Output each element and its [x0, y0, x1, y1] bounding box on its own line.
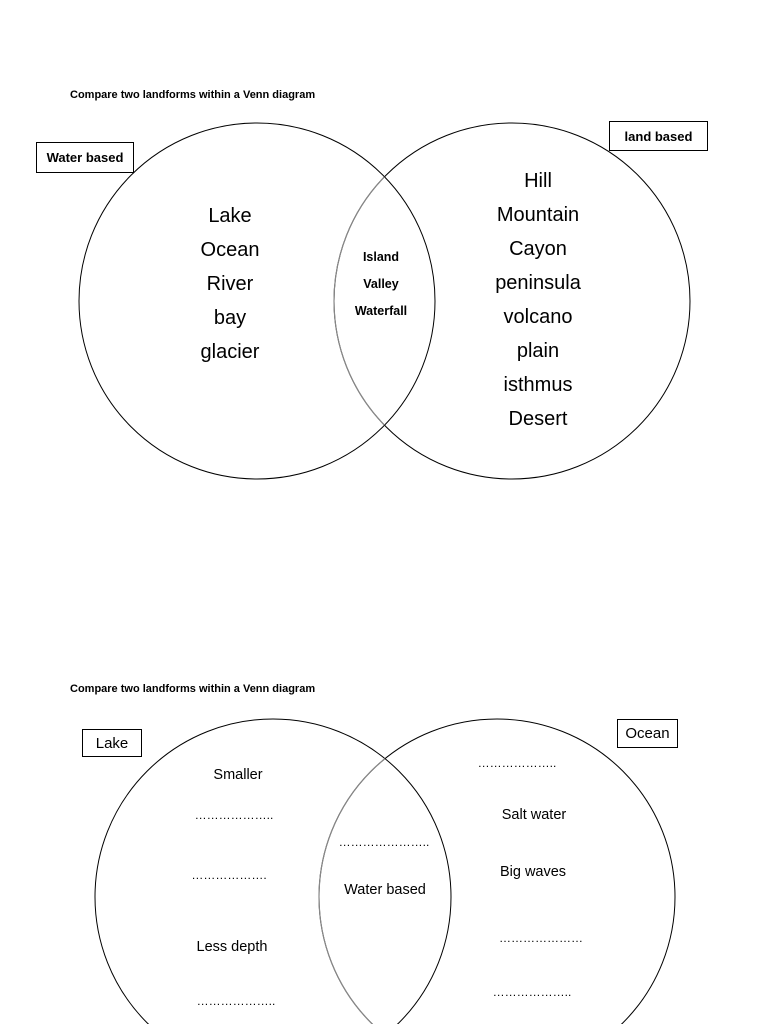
lake-item-less-depth: Less depth: [196, 939, 268, 955]
lake-blank-3: ………………..: [196, 994, 276, 1008]
lake-blank-1: ………………..: [194, 808, 274, 822]
list-item: Valley: [363, 277, 399, 291]
lake-blank-2: ……………….: [191, 868, 267, 882]
ocean-item-salt-water: Salt water: [501, 807, 567, 823]
diagram2-title: Compare two landforms within a Venn diagram: [70, 683, 316, 695]
diagram1-title: Compare two landforms within a Venn diagram: [70, 89, 316, 101]
list-item: River: [206, 273, 254, 295]
left-label-box: Water based: [36, 142, 134, 173]
left-circle-lake: [95, 719, 451, 1024]
lake-item-smaller: Smaller: [213, 767, 263, 783]
list-item: Lake: [208, 205, 252, 227]
left-items-list: [170, 199, 290, 369]
list-item: bay: [213, 307, 247, 329]
ocean-blank-1: ………………..: [477, 756, 557, 770]
lake-label-box: Lake: [82, 729, 142, 757]
list-item: volcano: [503, 306, 573, 328]
list-item: peninsula: [495, 272, 581, 294]
list-item: Hill: [524, 170, 552, 192]
list-item: Waterfall: [354, 304, 408, 318]
list-item: Ocean: [200, 239, 260, 261]
list-item: glacier: [200, 341, 260, 363]
list-item: Island: [362, 250, 400, 264]
list-item: isthmus: [503, 374, 573, 396]
ocean-blank-3: ………………..: [492, 985, 572, 999]
right-items-list: [473, 164, 603, 436]
right-label-box: land based: [609, 121, 708, 151]
ocean-blank-2: …………………: [499, 931, 583, 945]
list-item: Mountain: [496, 204, 580, 226]
overlap-items-list: [336, 244, 426, 325]
overlap-blank: …………………..: [338, 835, 430, 849]
ocean-label-box: Ocean: [617, 719, 678, 748]
overlap-item-water-based: Water based: [344, 882, 426, 898]
list-item: Desert: [508, 408, 568, 430]
list-item: Cayon: [509, 238, 567, 260]
list-item: plain: [516, 340, 560, 362]
ocean-item-big-waves: Big waves: [499, 864, 567, 880]
